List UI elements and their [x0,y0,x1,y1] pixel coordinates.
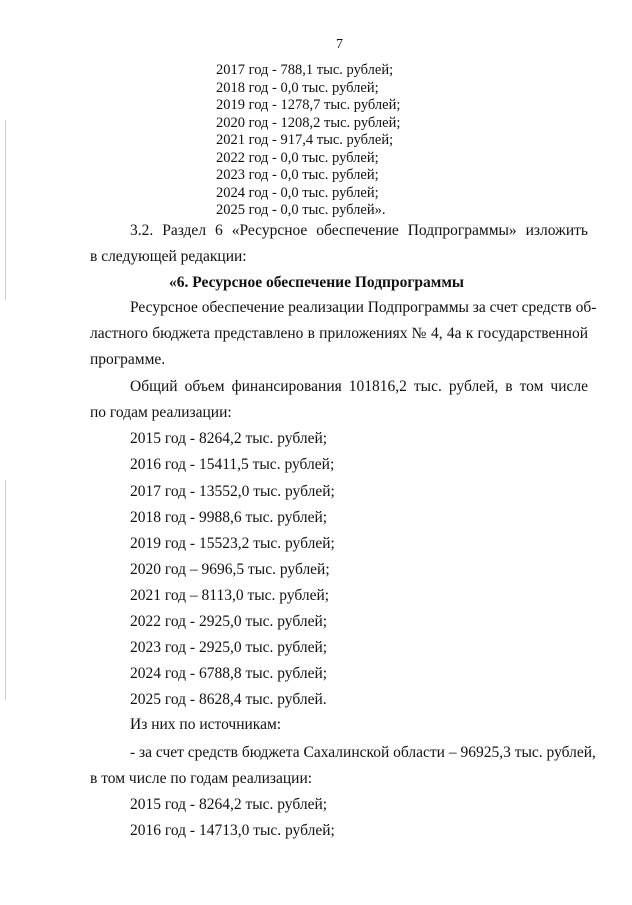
year-amount-line: 2023 год - 2925,0 тыс. рублей; [130,639,328,656]
paragraph-text: ластного бюджета представлено в приложениях № 4, 4а к государственной [90,325,588,342]
prev-year-line: 2017 год - 788,1 тыс. рублей; [216,62,394,78]
year-amount-line: 2020 год – 9696,5 тыс. рублей; [130,561,330,578]
section-heading: «6. Ресурсное обеспечение Подпрограммы [169,274,464,291]
regional-budget-text: в том числе по годам реализации: [90,770,313,787]
paragraph-text: программе. [90,351,166,368]
year-amount-line: 2018 год - 9988,6 тыс. рублей; [130,509,328,526]
prev-year-line: 2019 год - 1278,7 тыс. рублей; [216,97,401,113]
year-amount-line: 2019 год - 15523,2 тыс. рублей; [130,535,335,552]
year-amount-line: 2025 год - 8628,4 тыс. рублей. [130,691,327,708]
year-amount-line: 2016 год - 14713,0 тыс. рублей; [130,822,335,839]
prev-year-line: 2021 год - 917,4 тыс. рублей; [216,132,394,148]
prev-year-line: 2018 год - 0,0 тыс. рублей; [216,80,379,96]
year-amount-line: 2017 год - 13552,0 тыс. рублей; [130,483,335,500]
year-amount-line: 2015 год - 8264,2 тыс. рублей; [130,430,328,447]
regional-budget-text: - за счет средств бюджета Сахалинской области – 96925,3 тыс. рублей, [130,744,596,761]
paragraph-text: Ресурсное обеспечение реализации Подпрограммы за счет средств об- [130,299,597,316]
clause-text: в следующей редакции: [90,248,247,265]
prev-year-line: 2023 год - 0,0 тыс. рублей; [216,167,379,183]
year-amount-line: 2021 год – 8113,0 тыс. рублей; [130,587,330,604]
sources-intro: Из них по источникам: [130,716,282,733]
scan-edge-mark [5,480,6,700]
prev-year-line: 2025 год - 0,0 тыс. рублей». [216,202,386,218]
paragraph-text: Общий объем финансирования 101816,2 тыс. рублей, в том числе [130,378,588,395]
prev-year-line: 2020 год - 1208,2 тыс. рублей; [216,115,401,131]
prev-year-line: 2022 год - 0,0 тыс. рублей; [216,150,379,166]
prev-year-line: 2024 год - 0,0 тыс. рублей; [216,185,379,201]
year-amount-line: 2015 год - 8264,2 тыс. рублей; [130,796,328,813]
paragraph-text: по годам реализации: [90,404,232,421]
year-amount-line: 2022 год - 2925,0 тыс. рублей; [130,613,328,630]
scan-edge-mark [5,120,6,300]
clause-text: 3.2. Раздел 6 «Ресурсное обеспечение Подпрограммы» изложить [130,222,588,239]
year-amount-line: 2024 год - 6788,8 тыс. рублей; [130,665,328,682]
page-number: 7 [336,37,343,52]
year-amount-line: 2016 год - 15411,5 тыс. рублей; [130,456,335,473]
